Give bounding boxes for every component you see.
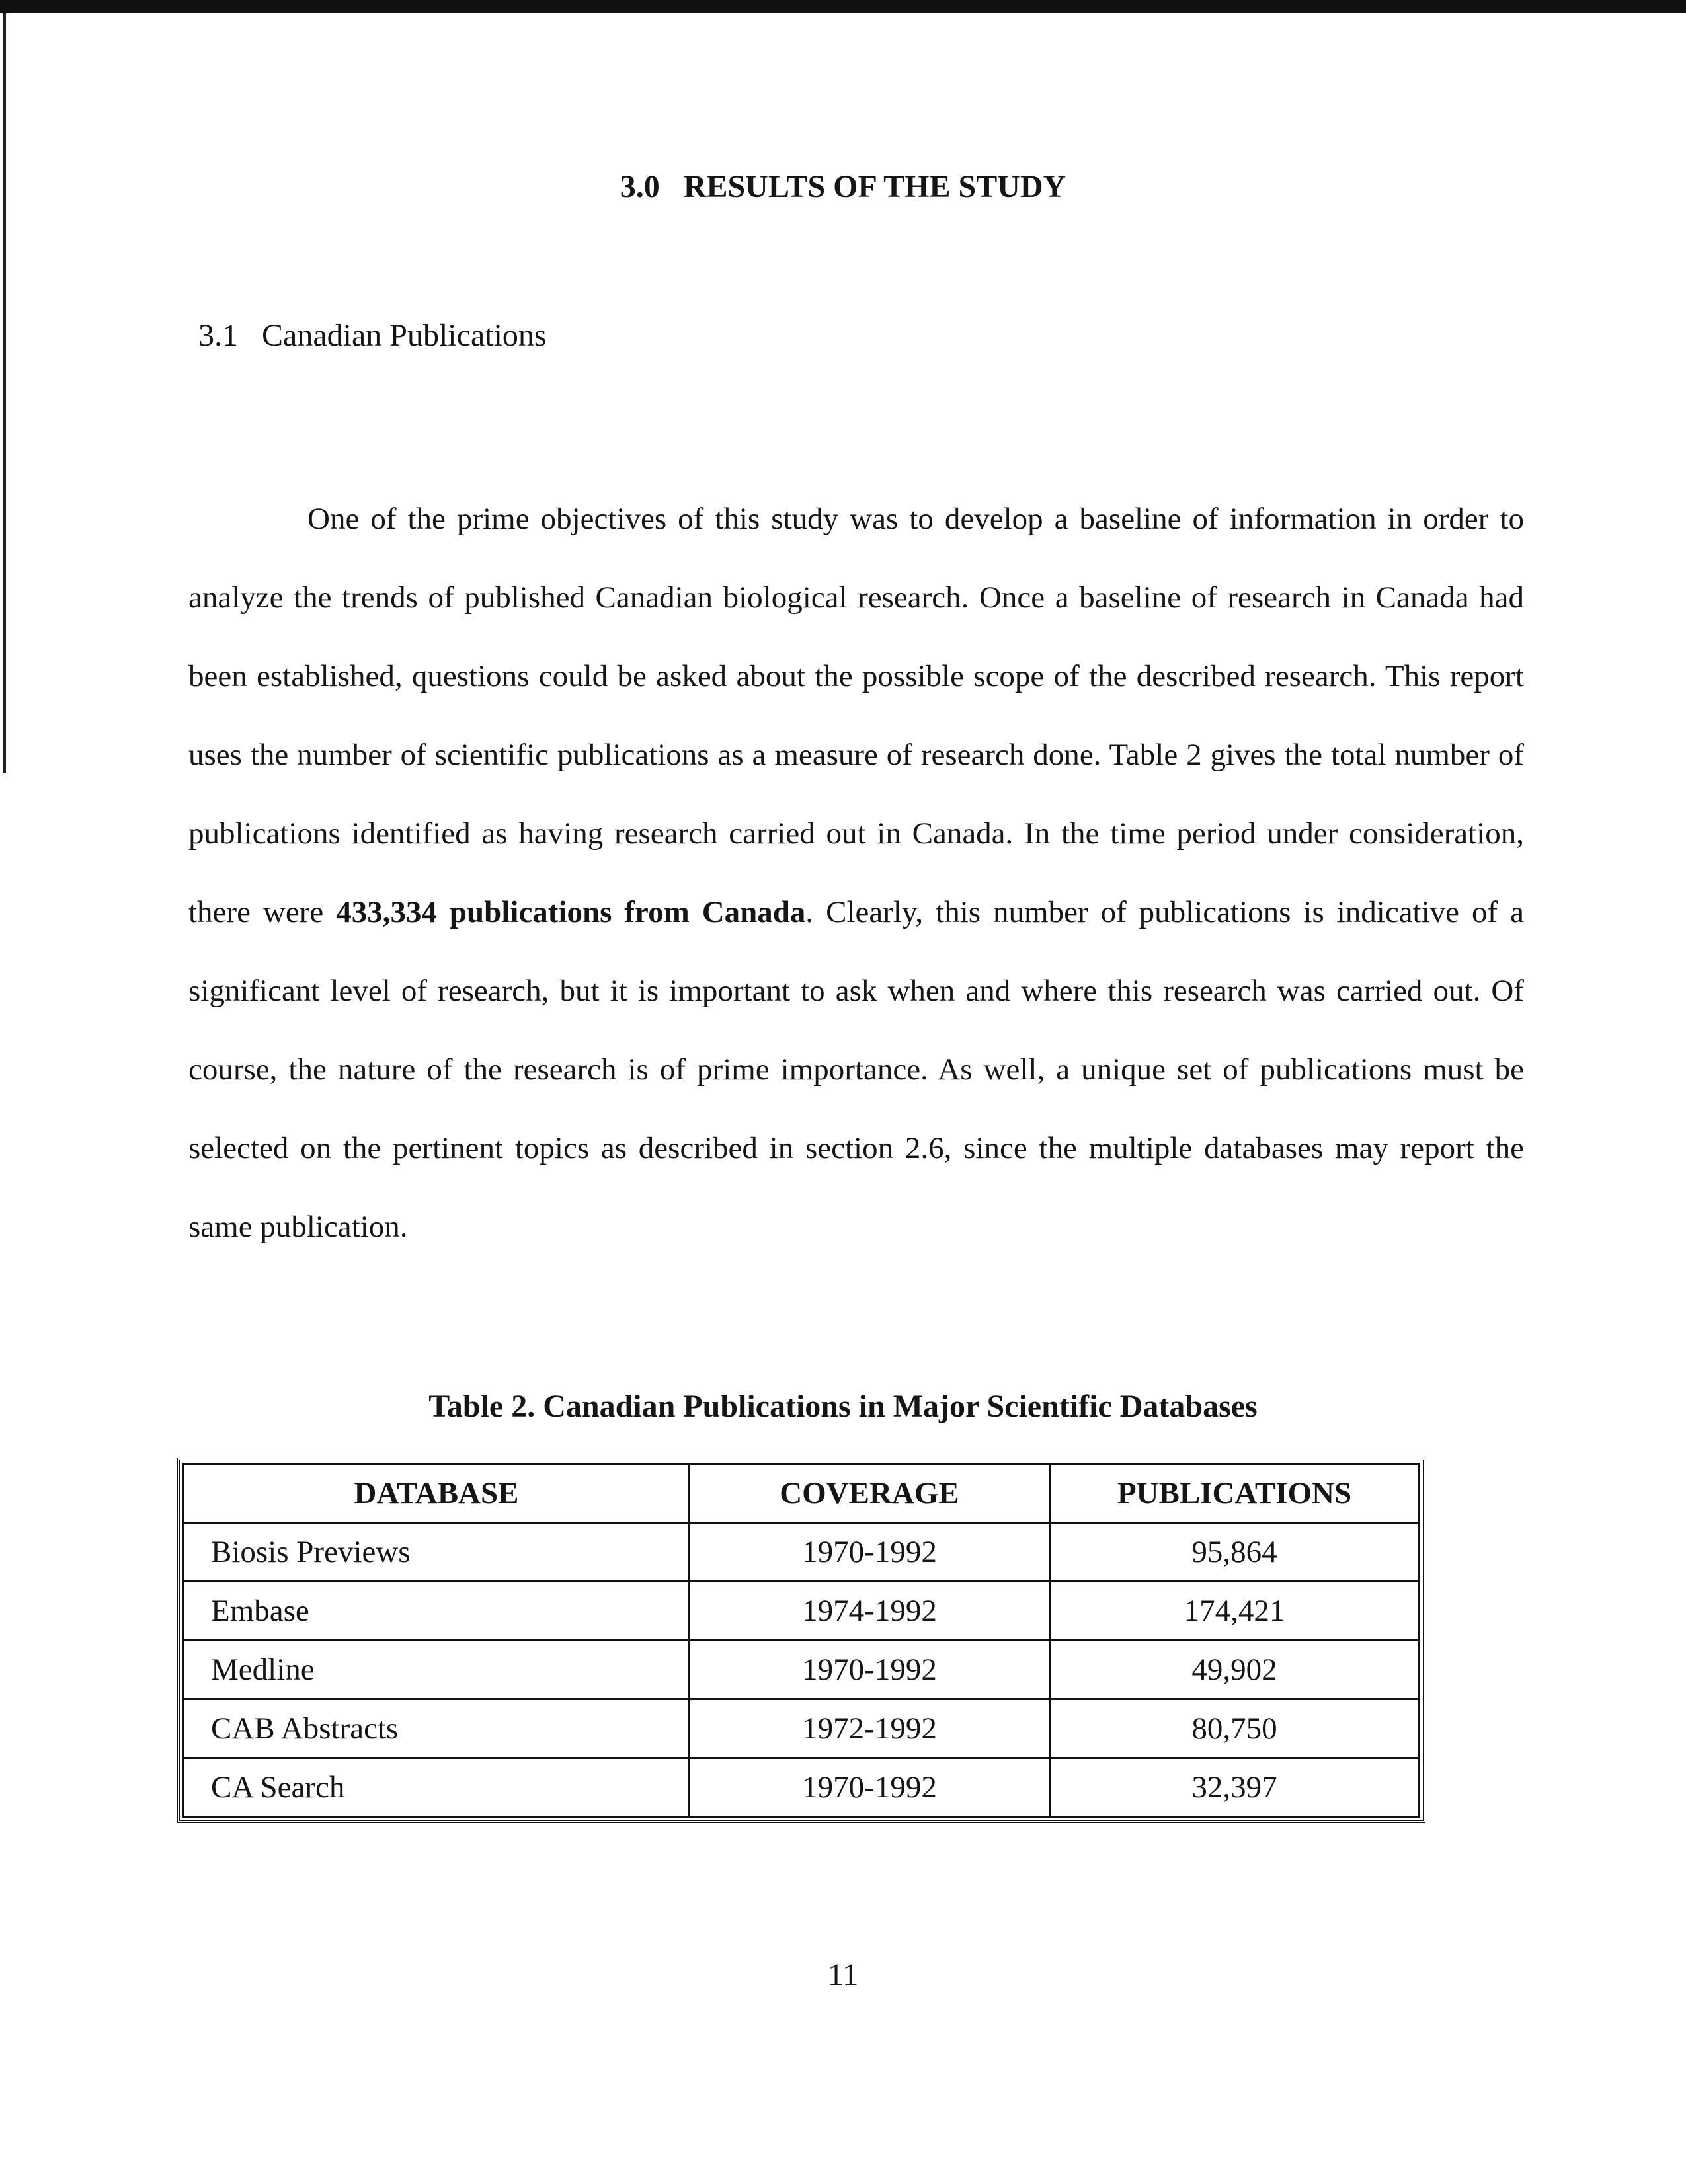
table-header-row [184, 1464, 1420, 1523]
cell-publications: 49,902 [1050, 1641, 1420, 1699]
cell-publications: 174,421 [1050, 1582, 1420, 1641]
cell-publications: 80,750 [1050, 1699, 1420, 1758]
paragraph-text-end: . Clearly, this number of publications is indicative of a significant level of research, but it is important to ask when and where this research was carried out. Of course, the nature of the research is of prime importance. As well, a unique set of publications must be selected on the pertinent topics as described in section 2.6, since the multiple databases may report the same publication. [188, 895, 1524, 1244]
cell-database: CA Search [184, 1758, 690, 1817]
paragraph-text-start: One of the prime objectives of this study was to develop a baseline of information in order to analyze the trends of published Canadian biological research. Once a baseline of research in Canada had been established, questions could be asked about the possible scope of the described research. This report uses the number of scientific publications as a measure of research done. Table 2 gives the total number of publications identified as having research carried out in Canada. In the time period under consideration, there were [188, 502, 1524, 929]
section-heading: 3.0 RESULTS OF THE STUDY [620, 169, 1066, 204]
cell-publications: 95,864 [1050, 1523, 1420, 1582]
header-coverage: COVERAGE [690, 1464, 1050, 1523]
header-publications: PUBLICATIONS [1050, 1464, 1420, 1523]
cell-coverage: 1970-1992 [690, 1641, 1050, 1699]
cell-coverage: 1972-1992 [690, 1699, 1050, 1758]
table-row [184, 1699, 1420, 1758]
table-row [184, 1641, 1420, 1699]
cell-coverage: 1970-1992 [690, 1523, 1050, 1582]
cell-coverage: 1974-1992 [690, 1582, 1050, 1641]
scan-top-edge [0, 0, 1686, 13]
cell-database: CAB Abstracts [184, 1699, 690, 1758]
paragraph-emphasis: 433,334 publications from Canada [336, 895, 806, 929]
table-caption: Table 2. Canadian Publications in Major Scientific Databases [428, 1389, 1258, 1424]
page-number: 11 [827, 1957, 859, 1992]
cell-coverage: 1970-1992 [690, 1758, 1050, 1817]
table-row [184, 1758, 1420, 1817]
table-row [184, 1523, 1420, 1582]
body-paragraph [188, 480, 1524, 1267]
publications-table [182, 1463, 1420, 1818]
scan-left-edge [3, 13, 6, 773]
cell-database: Medline [184, 1641, 690, 1699]
publications-table-frame [177, 1458, 1425, 1823]
table-row [184, 1582, 1420, 1641]
header-database: DATABASE [184, 1464, 690, 1523]
cell-database: Embase [184, 1582, 690, 1641]
cell-database: Biosis Previews [184, 1523, 690, 1582]
subsection-heading: 3.1 Canadian Publications [198, 318, 547, 353]
cell-publications: 32,397 [1050, 1758, 1420, 1817]
